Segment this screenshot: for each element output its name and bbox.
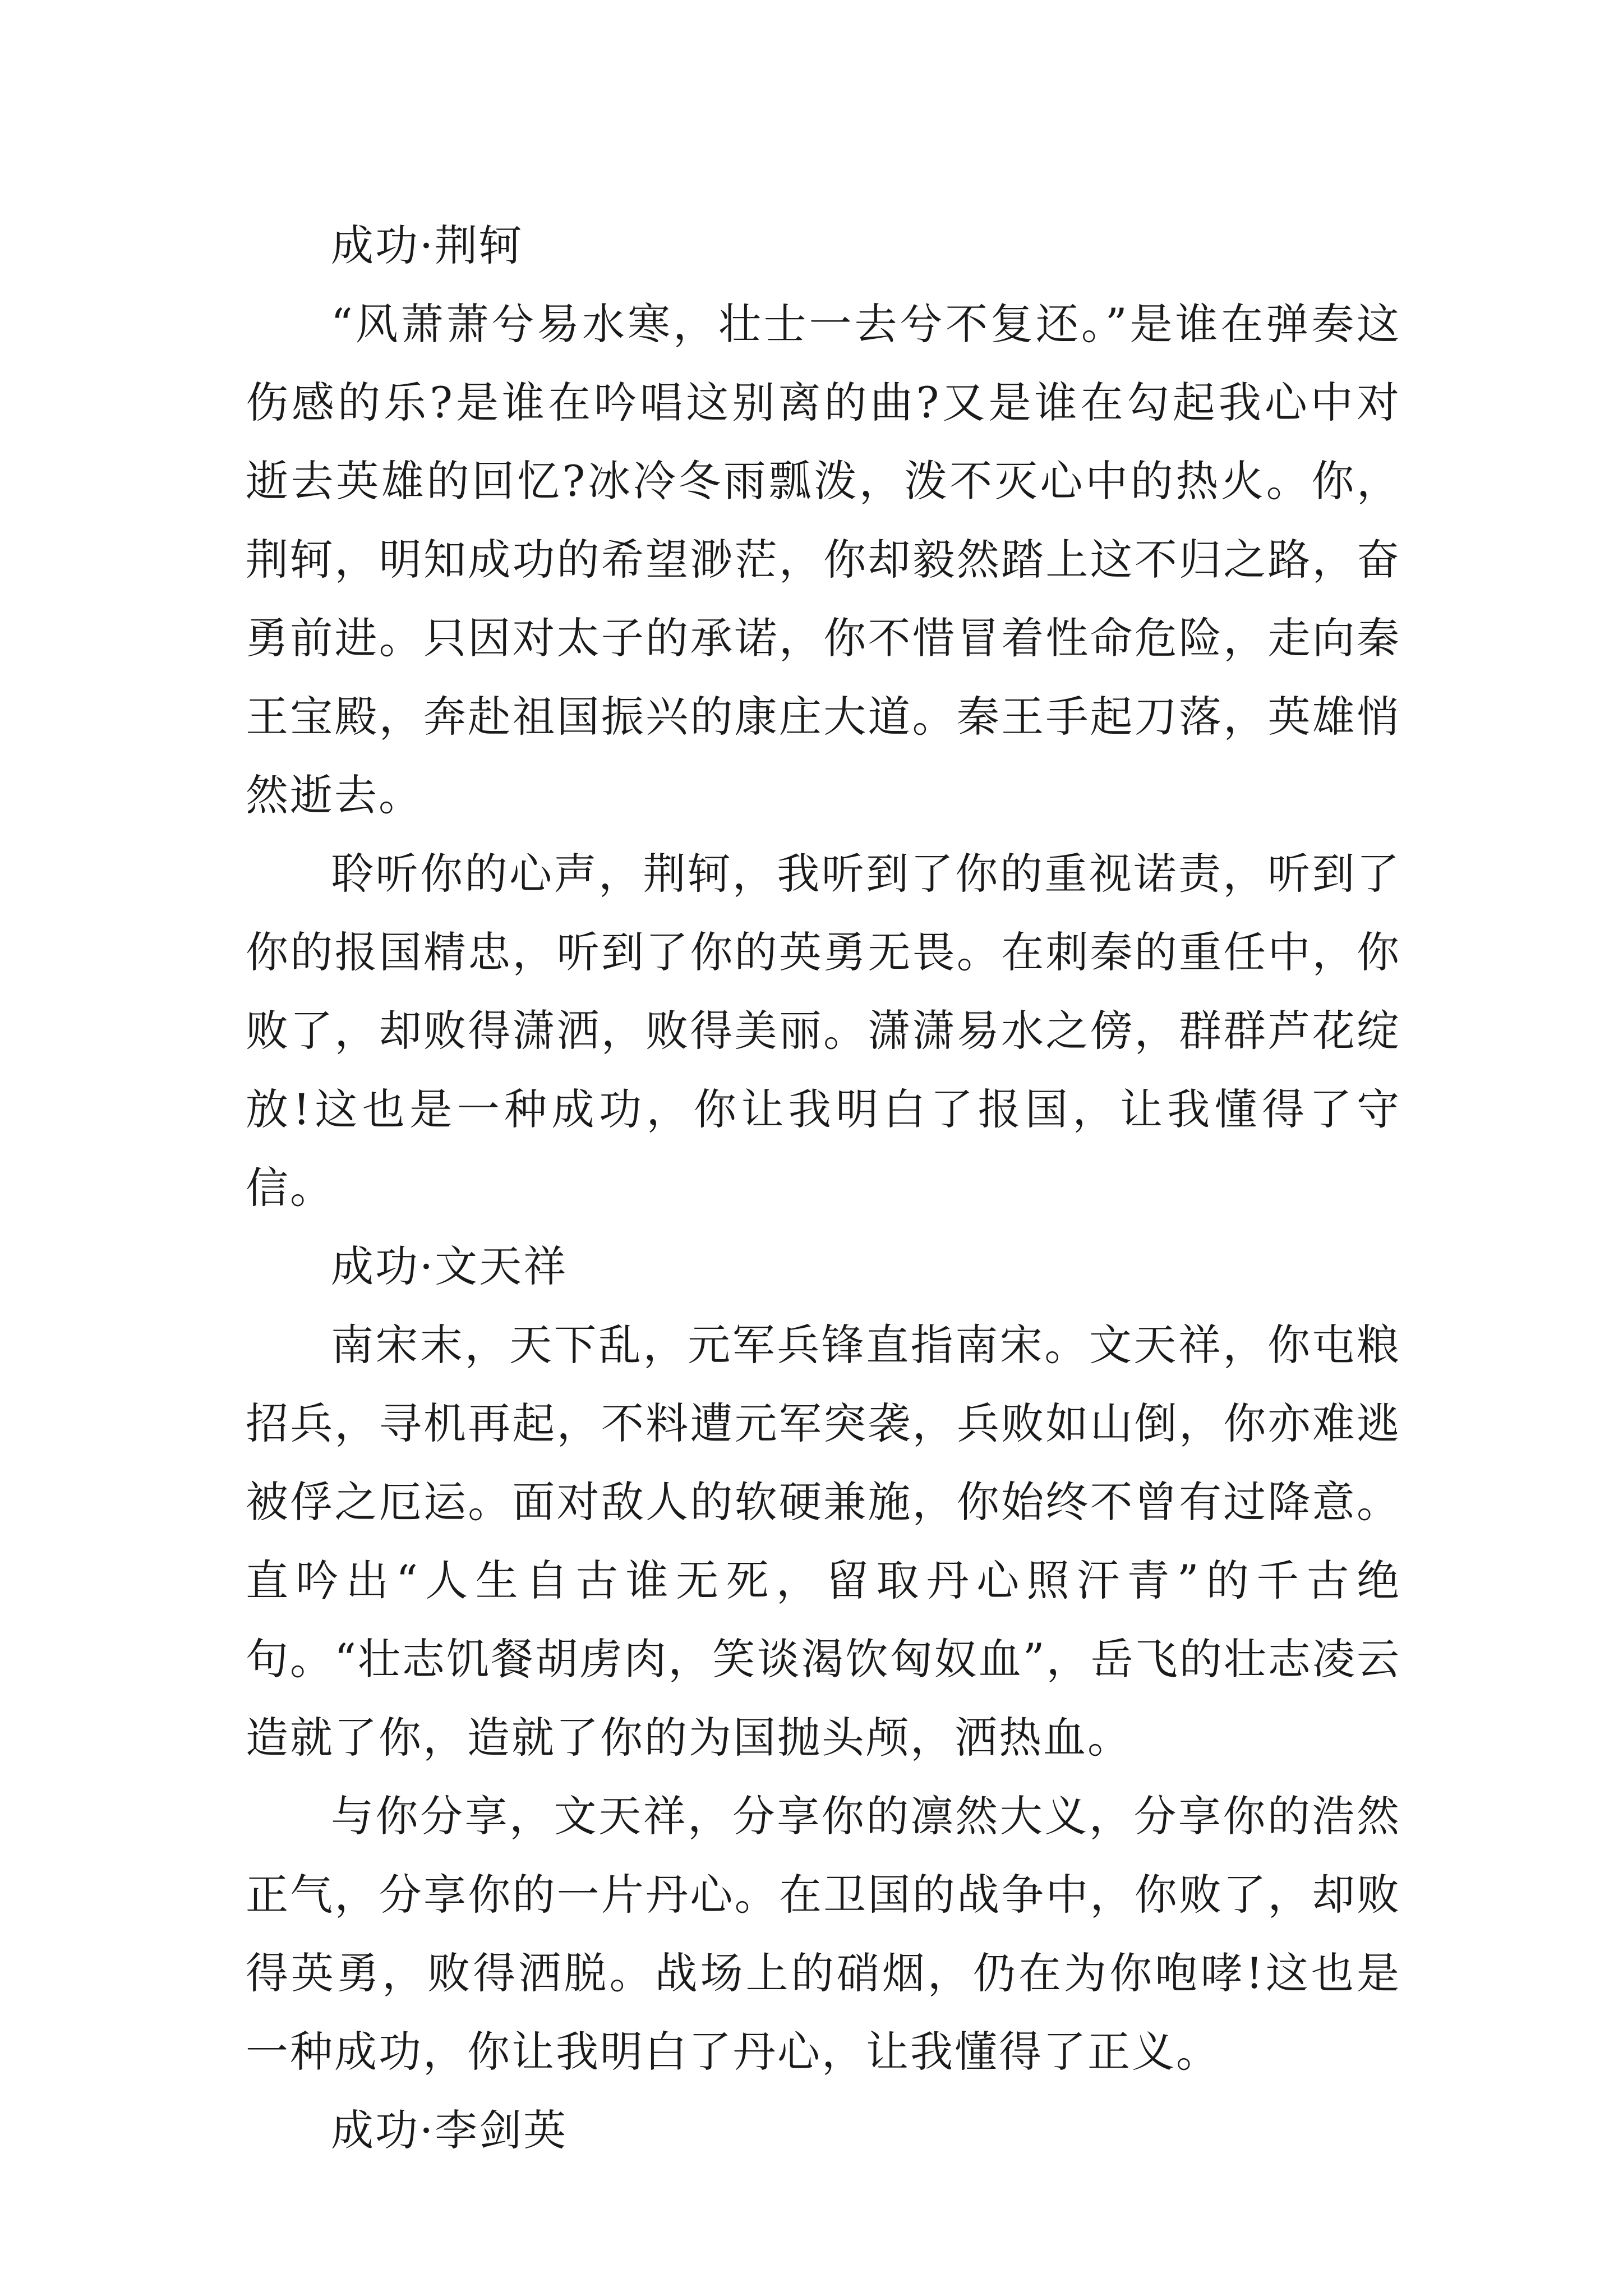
section-heading-lijianying: 成功·李剑英 bbox=[331, 2105, 568, 2155]
section-heading-jingke: 成功·荆轲 bbox=[331, 220, 524, 270]
paragraph-wentianxiang-reflection: 与你分享，文天祥，分享你的凛然大义，分享你的浩然正气，分享你的一片丹心。在卫国的战争中，你败了，却败得英勇，败得洒脱。战场上的硝烟，仍在为你咆哮!这也是一种成功，你让我明白了丹心，让我懂得了正义。 bbox=[246, 1791, 1401, 2077]
paragraph-wentianxiang-story: 南宋末，天下乱，元军兵锋直指南宋。文天祥，你屯粮招兵，寻机再起，不料遭元军突袭，兵败如山倒，你亦难逃被俘之厄运。面对敌人的软硬兼施，你始终不曾有过降意。直吟出“人生自古谁无死，留取丹心照汗青”的千古绝句。“壮志饥餐胡虏肉，笑谈渴饮匈奴血”，岳飞的壮志凌云造就了你，造就了你的为国抛头颅，洒热血。 bbox=[246, 1320, 1401, 1763]
paragraph-jingke-story: “风萧萧兮易水寒，壮士一去兮不复还。”是谁在弹奏这伤感的乐?是谁在吟唱这别离的曲?又是谁在勾起我心中对逝去英雄的回忆?冰冷冬雨瓢泼，泼不灭心中的热火。你，荆轲，明知成功的希望渺茫，你却毅然踏上这不归之路，奋勇前进。只因对太子的承诺，你不惜冒着性命危险，走向秦王宝殿，奔赴祖国振兴的康庄大道。秦王手起刀落，英雄悄然逝去。 bbox=[246, 299, 1401, 820]
section-heading-wentianxiang: 成功·文天祥 bbox=[331, 1241, 568, 1291]
document-body bbox=[246, 206, 1401, 2170]
paragraph-jingke-reflection: 聆听你的心声，荆轲，我听到了你的重视诺责，听到了你的报国精忠，听到了你的英勇无畏。在刺秦的重任中，你败了，却败得潇洒，败得美丽。潇潇易水之傍，群群芦花绽放!这也是一种成功，你让我明白了报国，让我懂得了守信。 bbox=[246, 849, 1401, 1213]
